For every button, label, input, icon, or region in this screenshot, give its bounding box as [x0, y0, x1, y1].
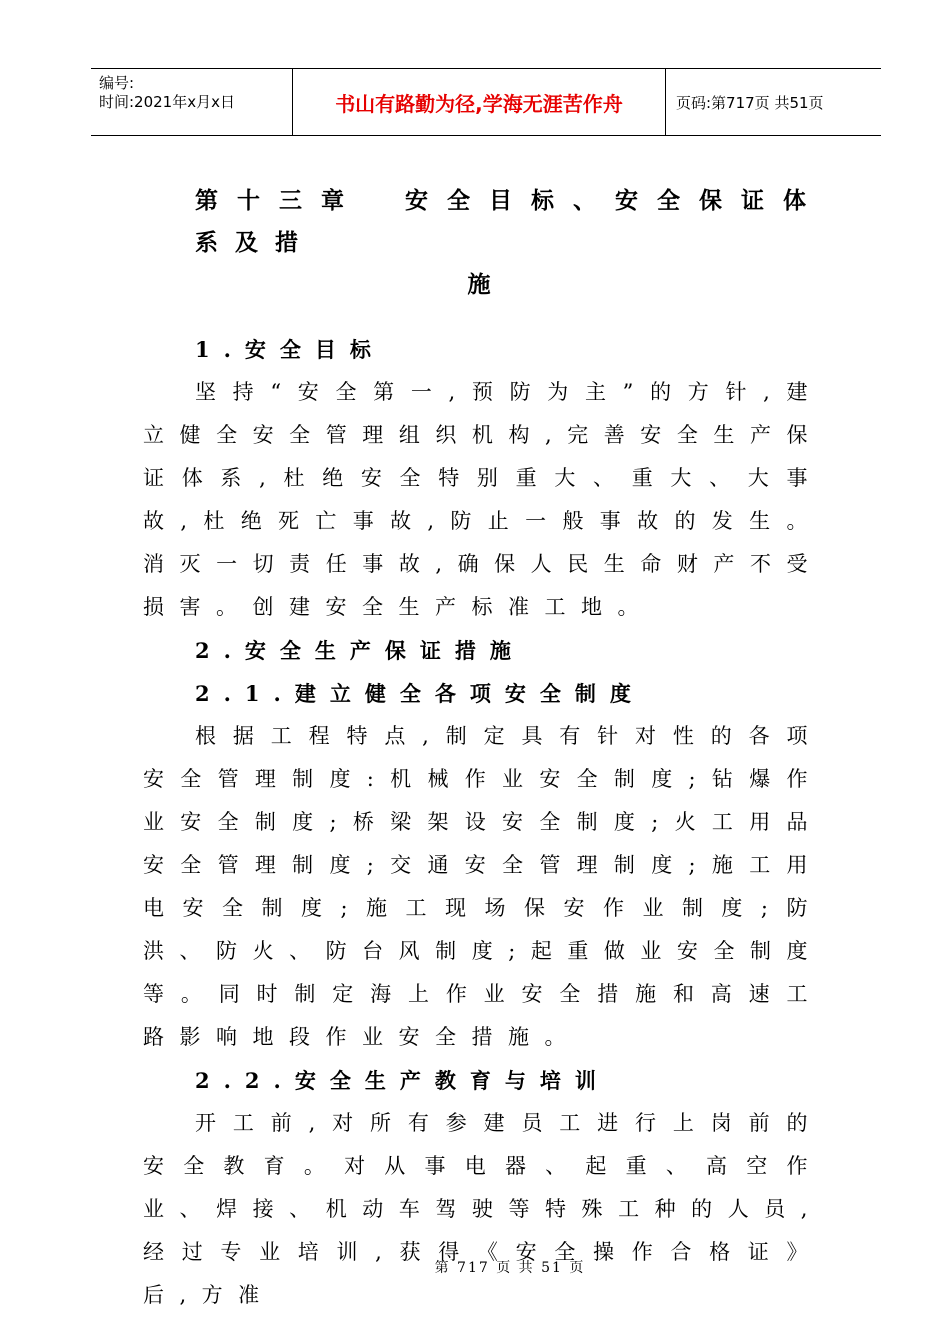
header-motto: 书山有路勤为径,学海无涯苦作舟: [293, 69, 666, 135]
page-footer: 第 717 页 共 51 页: [434, 1260, 586, 1276]
header-table: [91, 68, 881, 136]
chapter-title: [143, 180, 823, 306]
header-meta-cell: [91, 69, 293, 135]
chapter-title-line2: 施: [467, 271, 491, 298]
chapter-title-line1: 第十三章 安全目标、安全保证体系及措: [195, 187, 823, 256]
section-paragraph-2-1: 根据工程特点,制定具有针对性的各项安全管理制度:机械作业安全制度;钻爆作业安全制度;桥梁架设安全制度;火工用品安全管理制度;交通安全管理制度;施工用电安全制度;施工现场保安作业制度;防洪、防火、防台风制度;起重做业安全制度等。同时制定海上作业安全措施和高速工路影响地段作业安全措施。: [143, 724, 823, 1049]
header-page-number: 页码:第717页 共51页: [676, 93, 824, 112]
section-heading-2: 2.安全生产保证措施: [195, 638, 525, 663]
section-heading-1: 1.安全目标: [195, 337, 385, 362]
document-time-label: 时间:2021年x月x日: [99, 93, 235, 111]
document-body: [143, 180, 823, 1317]
document-number-label: 编号:: [99, 74, 135, 92]
section-paragraph-2-2: 开工前,对所有参建员工进行上岗前的安全教育。对从事电器、起重、高空作业、焊接、机动车驾驶等特殊工种的人员,经过专业培训,获得《安全操作合格证》后,方准: [143, 1111, 823, 1307]
section-paragraph-1: 坚持“安全第一,预防为主”的方针,建立健全安全管理组织机构,完善安全生产保证体系,杜绝安全特别重大、重大、大事故,杜绝死亡事故,防止一般事故的发生。消灭一切责任事故,确保人民生命财产不受损害。创建安全生产标准工地。: [143, 380, 823, 619]
section-heading-2-1: 2.1.建立健全各项安全制度: [195, 681, 645, 706]
section-heading-2-2: 2.2.安全生产教育与培训: [195, 1068, 610, 1093]
